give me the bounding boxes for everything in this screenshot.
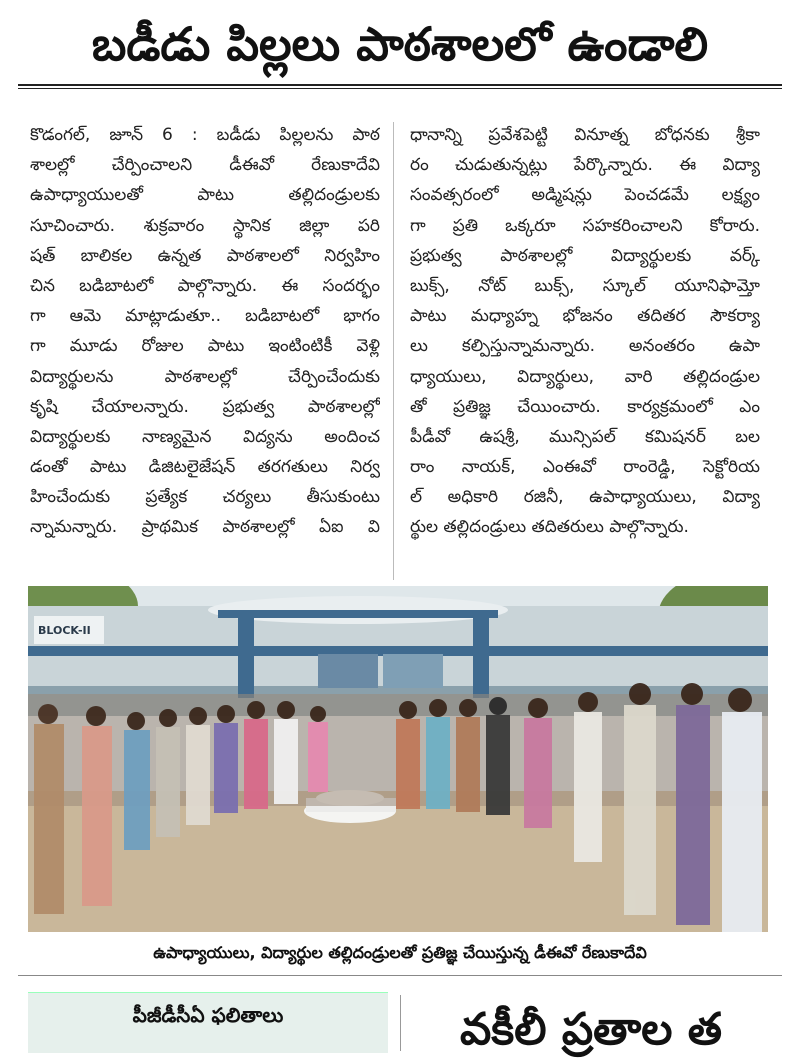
article-line: ధ్యాయులు, విద్యార్థులు, వారి తల్లిదండ్రుల	[410, 366, 760, 387]
article-line: ల్ అధికారి రజినీ, ఉపాధ్యాయులు, విద్యా	[410, 487, 760, 508]
article-line: గా ప్రతి ఒక్కరూ సహకరించాలని కోరారు.	[410, 215, 760, 236]
article-line: గా మూడు రోజుల పాటు ఇంటింటికీ వెళ్లి	[30, 336, 380, 357]
section-rule	[18, 975, 782, 976]
next-article-divider	[400, 995, 401, 1051]
article-line: తో ప్రతిజ్ఞ చేయించారు. కార్యక్రమంలో ఎం	[410, 396, 760, 417]
article-line: లు కల్పిస్తున్నామన్నారు. అనంతరం ఉపా	[410, 336, 760, 357]
article-line: ర్థుల తల్లిదండ్రులు తదితరులు పాల్గొన్నారు.	[410, 517, 689, 538]
headline: బడీడు పిల్లలు పాఠశాలలో ఉండాలి	[91, 17, 709, 71]
article-line: సూచించారు. శుక్రవారం స్థానిక జిల్లా పరి	[30, 215, 380, 236]
building-sign: BLOCK-II	[38, 624, 91, 637]
article-line: హించేందుకు ప్రత్యేక చర్యలు తీసుకుంటు	[30, 487, 380, 508]
article-line: పీడీవో ఉషశ్రీ, మున్సిపల్ కమిషనర్ బల	[410, 426, 760, 447]
headline-rule-thin	[18, 88, 782, 89]
article-line: బుక్స్, నోట్ బుక్స్, స్కూల్ యూనిఫామ్తో	[410, 275, 760, 296]
column-divider	[393, 122, 394, 580]
article-line: సంవత్సరంలో అడ్మిషన్లు పెంచడమే లక్ష్యం	[410, 185, 760, 206]
article-line: చిన బడిబాటలో పాల్గొన్నారు. ఈ సందర్భం	[30, 275, 380, 296]
headline-rule	[18, 84, 782, 86]
article-line: ఉపాధ్యాయులతో పాటు తల్లిదండ్రులకు	[30, 185, 380, 206]
next-article-headline: వకీలీ ప్రతాల త	[460, 1004, 722, 1055]
article-line: విద్యార్థులను పాఠశాలల్లో చేర్పించేందుకు	[30, 366, 380, 387]
article-line: షత్ బాలికల ఉన్నత పాఠశాలలో నిర్వహిం	[30, 245, 380, 266]
article-line: ప్రభుత్వ పాఠశాలల్లో విద్యార్థులకు వర్క్	[410, 245, 760, 266]
article-line: డంతో పాటు డిజిటలైజేషన్ తరగతులు నిర్వ	[30, 457, 380, 478]
article-line: పాటు మధ్యాహ్న భోజనం తదితర సౌకర్యా	[410, 306, 760, 327]
article-line: ధానాన్ని ప్రవేశపెట్టి వినూత్న బోధనకు శ్రీకా	[410, 125, 760, 145]
next-article-box	[28, 992, 388, 1053]
article-line: విద్యార్థులకు నాణ్యమైన విద్యను అందించ	[30, 426, 380, 447]
article-line: గా ఆమె మాట్లాడుతూ.. బడిబాటలో భాగం	[30, 306, 380, 327]
article-line: న్నామన్నారు. ప్రాథమిక పాఠశాలల్లో ఏఐ వి	[30, 517, 380, 538]
photo-caption: ఉపాధ్యాయులు, విద్యార్థుల తల్లిదండ్రులతో ప్రతిజ్ఞ చేయిస్తున్న డీఈవో రేణుకాదేవి	[153, 943, 647, 962]
article-line: కృషి చేయాలన్నారు. ప్రభుత్వ పాఠశాలల్లో	[30, 396, 380, 417]
article-line: శాలల్లో చేర్పించాలని డీఈవో రేణుకాదేవి	[30, 155, 380, 176]
photo-illustration	[28, 586, 768, 932]
next-article-box-title: పీజీడీసీఏ ఫలితాలు	[132, 1003, 284, 1027]
news-photo	[28, 586, 768, 932]
article-line: కొడంగల్, జూన్ 6 : బడీడు పిల్లలను పాఠ	[30, 125, 380, 145]
article-line: రాం నాయక్, ఎంఈవో రాంరెడ్డి, సెక్టోరియ	[410, 457, 760, 478]
article-line: రం చుడుతున్నట్లు పేర్కొన్నారు. ఈ విద్యా	[410, 155, 760, 176]
article-column-right	[410, 120, 760, 543]
article-column-left	[30, 120, 380, 543]
